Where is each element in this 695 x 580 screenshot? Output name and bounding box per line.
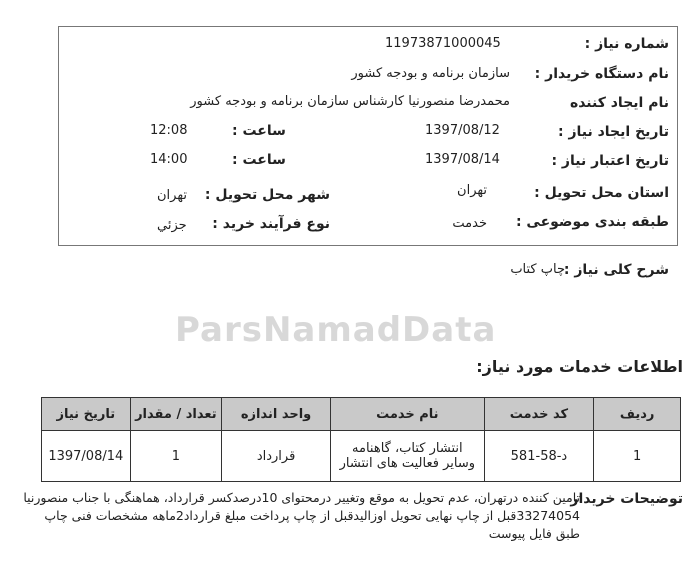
created-time: 12:08	[150, 123, 188, 138]
valid-date-label: تاریخ اعتبار نیاز :	[551, 153, 669, 169]
creator-label: نام ایجاد کننده	[569, 95, 669, 111]
col-row-number: ردیف	[594, 398, 681, 431]
created-date-label: تاریخ ایجاد نیاز :	[557, 124, 669, 140]
valid-date: 1397/08/14	[425, 152, 500, 167]
summary-value: چاپ کتاب	[510, 262, 565, 277]
process-value: جزئي	[157, 218, 187, 233]
province-label: استان محل تحویل :	[534, 185, 669, 201]
table-header-row	[42, 398, 681, 431]
col-service-code: کد خدمت	[484, 398, 594, 431]
summary-label: شرح کلی نیاز :	[563, 262, 669, 278]
cell-quantity: 1	[130, 431, 222, 482]
process-label: نوع فرآیند خرید :	[212, 216, 330, 232]
cell-unit: قرارداد	[222, 431, 331, 482]
services-table	[41, 397, 681, 482]
need-number: 11973871000045	[385, 36, 501, 51]
created-time-label: ساعت :	[232, 123, 286, 139]
category-label: طبقه بندی موضوعی :	[515, 214, 669, 230]
buyer-label: نام دستگاه خریدار :	[534, 66, 669, 82]
buyer-notes: تامین کننده درتهران، عدم تحویل به موقع وتغییر درمحتوای 10درصدکسر قرارداد، هماهنگی با جناب منصورنیا 33274054قبل از چاپ نهایی تحویل اوزالیدقبل از چاپ پرداخت مبلغ قرارداد2ماهه مشخصات فنی چاپ طبق فایل پیوست	[23, 490, 580, 541]
services-title: اطلاعات خدمات مورد نیاز:	[476, 357, 683, 376]
valid-time: 14:00	[150, 152, 188, 167]
col-unit: واحد اندازه	[222, 398, 331, 431]
cell-service-code: د-58-581	[484, 431, 594, 482]
valid-time-label: ساعت :	[232, 152, 286, 168]
table-row	[42, 431, 681, 482]
creator-value: محمدرضا منصورنیا کارشناس سازمان برنامه و بودجه کشور	[190, 94, 510, 109]
created-date: 1397/08/12	[425, 123, 500, 138]
cell-service-name: انتشار کتاب، گاهنامه وسایر فعالیت های انتشار	[331, 431, 485, 482]
city-value: تهران	[157, 188, 187, 203]
watermark: ParsNamadData	[175, 310, 497, 350]
need-number-label: شماره نیاز :	[584, 36, 669, 52]
cell-row-number: 1	[594, 431, 681, 482]
col-quantity: تعداد / مقدار	[130, 398, 222, 431]
buyer-value: سازمان برنامه و بودجه کشور	[351, 66, 510, 81]
cell-need-date: 1397/08/14	[42, 431, 131, 482]
buyer-notes-label: توضیحات خریدار	[570, 491, 683, 507]
category-value: خدمت	[452, 216, 487, 231]
province-value: تهران	[457, 183, 487, 198]
col-need-date: تاریخ نیاز	[42, 398, 131, 431]
city-label: شهر محل تحویل :	[204, 187, 330, 203]
col-service-name: نام خدمت	[331, 398, 485, 431]
